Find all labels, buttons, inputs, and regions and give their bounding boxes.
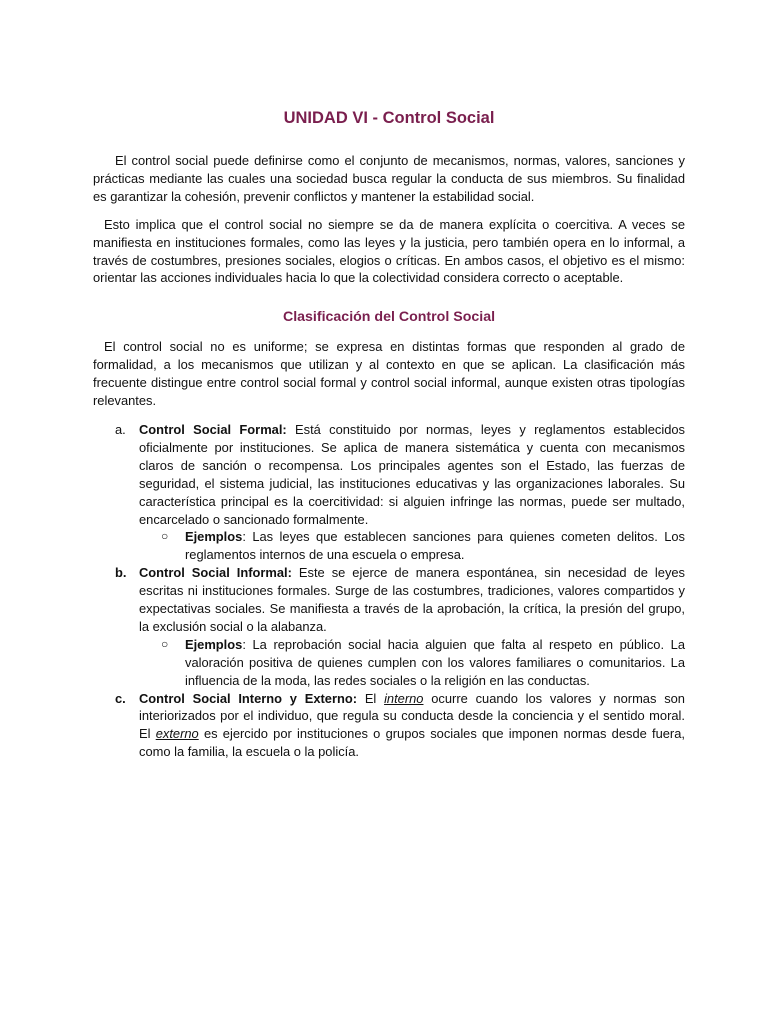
item-term: Control Social Informal: [139,565,292,581]
section-title: Clasificación del Control Social [282,309,496,326]
list-marker: a. [115,421,126,437]
circle-bullet-icon: ○ [161,529,169,544]
item-term: Control Social Interno y Externo: [139,690,358,706]
item-text: Está constituido por normas, leyes y reglamentos establecidos oficialmente por instituciones. Se aplica de manera sistemática y cuenta con mecanismos claros de sanción o recompensa. Los principales agentes son el Estado, las fuerzas de seguridad, el sistema judicial, las instituciones educativas y las organizaciones laborales. Su característica principal es la coercitividad: si alguien infringe las normas, puede ser multado, encarcelado o sancionado formalmente. [139,421,685,527]
examples-text: : La reprobación social hacia alguien que falta al respeto en público. La valoración positiva de quienes cumplen con los valores familiares o comunitarios. La influencia de la moda, las redes sociales o la religión en las conductas. [185,636,685,688]
circle-bullet-icon: ○ [161,636,169,651]
examples-list [139,636,685,690]
item-term: Control Social Formal: [139,421,287,437]
list-marker: c. [115,690,126,706]
examples-item [139,636,685,690]
item-text: Este se ejerce de manera espontánea, sin necesidad de leyes escritas ni instituciones formales. Surge de las costumbres, tradiciones, valores compartidos y expectativas sociales. Se manifiesta a través de la aprobación, la crítica, la presión del grupo, la exclusión social o la alabanza. [139,565,686,634]
intro-paragraph-1: El control social puede definirse como el conjunto de mecanismos, normas, valores, sanciones y prácticas mediante las cuales una sociedad busca regular la conducta de sus miembros. Su finalidad es garantizar la cohesión, prevenir conflictos y mantener la estabilidad social. [93,153,685,204]
emphasis-internal: interno [384,690,424,706]
examples-text: : Las leyes que establecen sanciones para quienes cometen delitos. Los reglamentos internos de una escuela o empresa. [185,529,685,563]
document-page [93,106,685,761]
list-item-formal [93,421,685,564]
list-item-informal [93,564,685,689]
item-text-part-3: es ejercido por instituciones o grupos sociales que imponen normas desde fuera, como la familia, la escuela o la policía. [139,726,685,760]
emphasis-external: externo [155,726,199,742]
intro-paragraph-2: Esto implica que el control social no siempre se da de manera explícita o coercitiva. A veces se manifiesta en instituciones formales, como las leyes y la justicia, pero también opera en lo informal, a través de costumbres, presiones sociales, elogios o críticas. En ambos casos, el objetivo es el mismo: orientar las acciones individuales hacia lo que la colectividad considera correcto o aceptable. [93,216,685,286]
examples-item [139,528,685,564]
item-text-part-1: El [364,690,377,706]
examples-label: Ejemplos [185,529,243,545]
section-paragraph: El control social no es uniforme; se expresa en distintas formas que responden al grado de formalidad, a los mecanismos que utilizan y al contexto en que se aplican. La clasificación más frecuente distingue entre control social formal y control social informal, aunque existen otras tipologías relevantes. [93,339,685,409]
examples-list [139,528,685,564]
item-text-part-2: ocurre cuando los valores y normas son interiorizados por el individuo, que regula su conducta desde la conciencia y el sentido moral. El [139,690,685,742]
list-item-internal-external [93,690,685,762]
classification-list [93,421,685,761]
examples-label: Ejemplos [185,636,243,652]
page-title: UNIDAD VI - Control Social [283,109,495,127]
list-marker: b. [115,565,127,581]
